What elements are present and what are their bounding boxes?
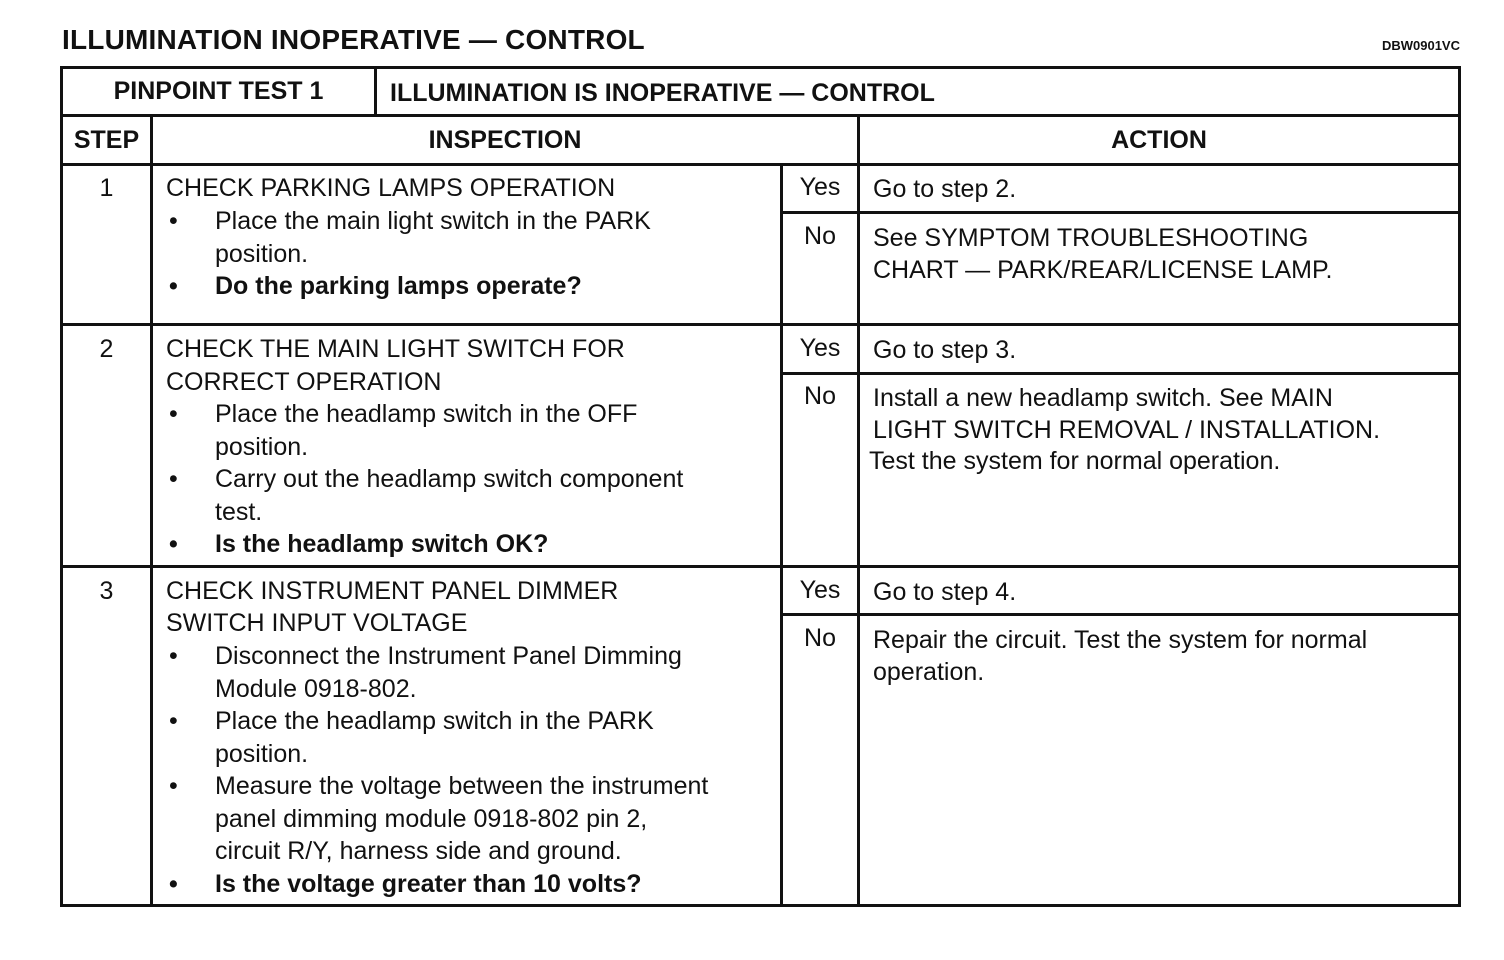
step-heading-line: CORRECT OPERATION: [166, 368, 442, 396]
yes-label: Yes: [799, 173, 841, 201]
rule-below-step-2: [60, 565, 1461, 568]
pinpoint-test-label: PINPOINT TEST 1: [113, 77, 324, 105]
bullet-mark: •: [169, 869, 178, 898]
yes-label: Yes: [799, 576, 841, 604]
yes-label: Yes: [799, 334, 841, 362]
bullet-line: Do the parking lamps operate?: [215, 272, 582, 300]
bullet-line: Is the voltage greater than 10 volts?: [215, 869, 642, 898]
no-action-line: Install a new headlamp switch. See MAIN: [873, 384, 1333, 412]
inspection-question: [166, 528, 683, 561]
inspection-question: [166, 868, 708, 901]
inspection-bullet: [166, 205, 651, 270]
bullet-line: position.: [215, 432, 309, 461]
yes-action: Go to step 4.: [873, 578, 1017, 606]
inspection-bullet: [166, 463, 683, 528]
bullet-line: test.: [215, 497, 263, 526]
action-column-header: ACTION: [1111, 126, 1207, 154]
rule-step2-yes-no: [780, 372, 1461, 375]
inspection-question: [166, 270, 651, 303]
step-number: 3: [99, 577, 114, 605]
bullet-line: position.: [215, 239, 309, 268]
inspection-bullet: [166, 398, 683, 463]
step-heading-line: CHECK THE MAIN LIGHT SWITCH FOR: [166, 335, 625, 363]
page-title: ILLUMINATION INOPERATIVE — CONTROL: [62, 24, 645, 55]
no-action-line: CHART — PARK/REAR/LICENSE LAMP.: [873, 256, 1333, 284]
bullet-line: circuit R/Y, harness side and ground.: [215, 837, 622, 865]
step-heading-line: CHECK INSTRUMENT PANEL DIMMER: [166, 577, 619, 605]
bullet-line: Disconnect the Instrument Panel Dimming: [215, 642, 682, 670]
step-number: 2: [99, 335, 114, 363]
bullet-line: Carry out the headlamp switch component: [215, 465, 684, 493]
bullet-line: position.: [215, 739, 309, 768]
bullet-mark: •: [169, 772, 178, 800]
no-action-line: Repair the circuit. Test the system for normal: [873, 626, 1368, 654]
bullet-line: Module 0918-802.: [215, 674, 417, 703]
inspection-bullets: [166, 205, 651, 303]
bullet-mark: •: [169, 272, 178, 300]
no-label: No: [804, 624, 836, 652]
rule-below-test-title: [60, 114, 1461, 117]
inspection-bullet: [166, 705, 708, 770]
bullet-line: Place the headlamp switch in the OFF: [215, 400, 638, 428]
bullet-mark: •: [169, 207, 178, 235]
bullet-line: Is the headlamp switch OK?: [215, 530, 549, 558]
no-action-line: Test the system for normal operation.: [869, 447, 1281, 475]
rule-yes-no-column: [780, 165, 783, 907]
bullet-line: Measure the voltage between the instrument: [215, 772, 709, 800]
inspection-bullets: [166, 640, 708, 900]
rule-step-column: [150, 114, 153, 907]
inspection-bullet: [166, 770, 708, 868]
no-action-line: operation.: [873, 658, 985, 686]
bullet-mark: •: [169, 530, 178, 558]
yes-action: Go to step 2.: [873, 175, 1017, 203]
no-action-line: LIGHT SWITCH REMOVAL / INSTALLATION.: [873, 416, 1381, 444]
bullet-line: Place the main light switch in the PARK: [215, 207, 651, 235]
no-action-line: See SYMPTOM TROUBLESHOOTING: [873, 224, 1309, 252]
step-heading-line: CHECK PARKING LAMPS OPERATION: [166, 174, 616, 202]
bullet-mark: •: [169, 465, 178, 493]
step-number: 1: [99, 174, 114, 202]
rule-step1-yes-no: [780, 211, 1461, 214]
rule-below-headers: [60, 163, 1461, 166]
rule-test-label-divider: [374, 66, 377, 116]
step-heading-line: SWITCH INPUT VOLTAGE: [166, 609, 468, 637]
bullet-line: panel dimming module 0918-802 pin 2,: [215, 804, 648, 833]
bullet-mark: •: [169, 642, 178, 670]
pinpoint-test-name: ILLUMINATION IS INOPERATIVE — CONTROL: [390, 79, 935, 107]
no-label: No: [804, 382, 836, 410]
bullet-mark: •: [169, 400, 178, 428]
document-code: DBW0901VC: [1381, 38, 1460, 53]
inspection-bullet: [166, 640, 708, 705]
inspection-column-header: INSPECTION: [428, 126, 582, 154]
inspection-bullets: [166, 398, 683, 561]
yes-action: Go to step 3.: [873, 336, 1017, 364]
bullet-mark: •: [169, 707, 178, 735]
step-column-header: STEP: [73, 126, 140, 154]
rule-step3-yes-no: [780, 613, 1461, 616]
bullet-line: Place the headlamp switch in the PARK: [215, 707, 654, 735]
rule-below-step-1: [60, 323, 1461, 326]
no-label: No: [804, 222, 836, 250]
